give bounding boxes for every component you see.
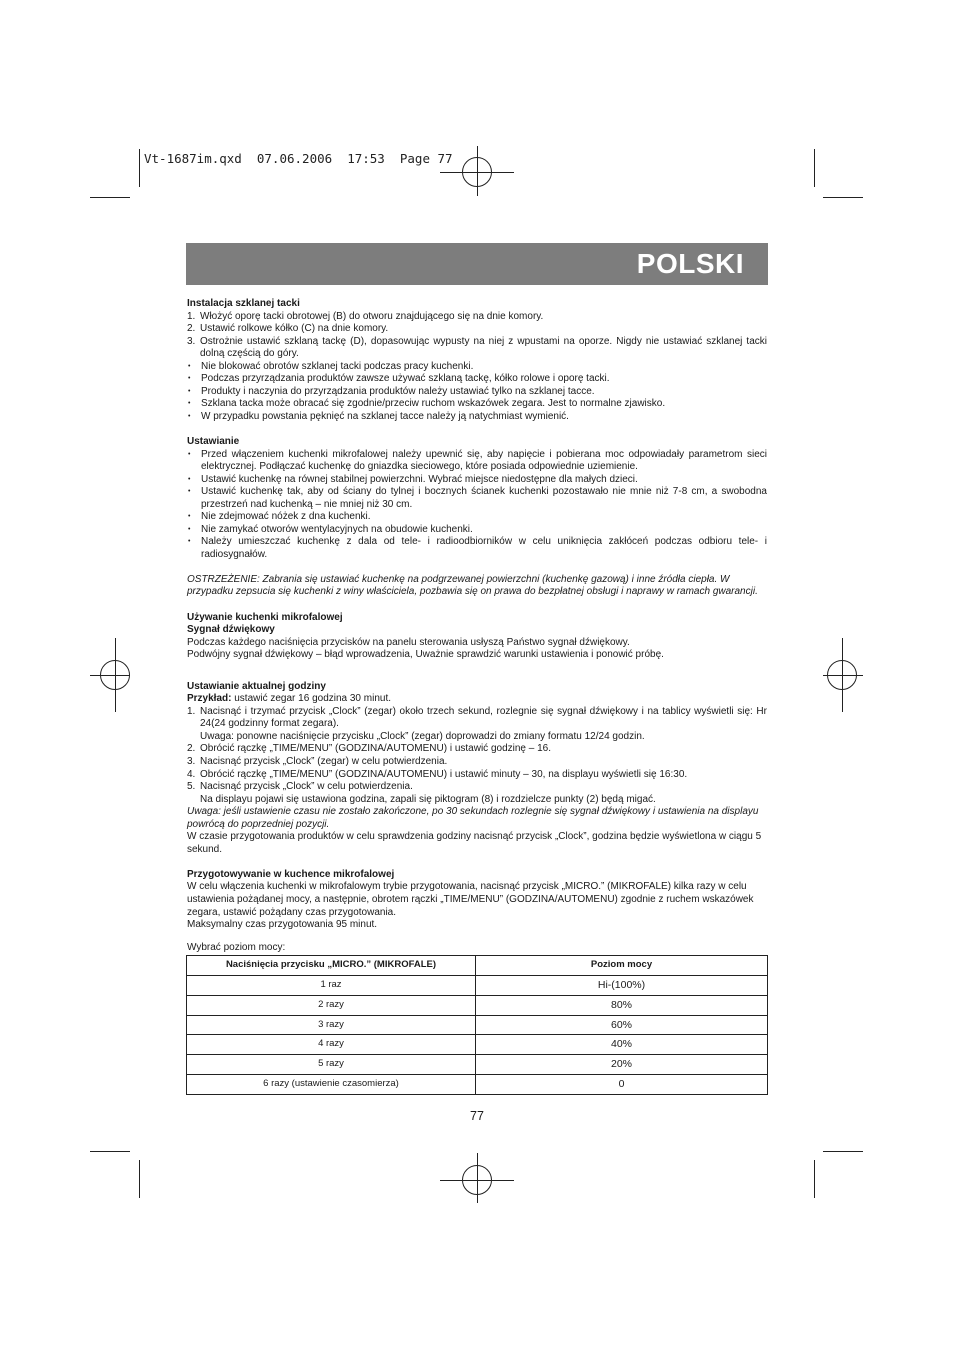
file-slug: Vt-1687im.qxd 07.06.2006 17:53 Page 77 — [144, 151, 453, 166]
registration-mark — [90, 675, 130, 676]
table-cell: 3 razy — [187, 1015, 476, 1035]
section-heading: Instalacja szklanej tacki — [187, 298, 300, 309]
table-cell: 20% — [476, 1055, 768, 1075]
list-item: • Nie zdejmować nóżek z dna kuchenki. — [187, 511, 767, 524]
list-item: 1. Nacisnąć i trzymać przycisk „Clock” (zegar) około trzech sekund, rozlegnie się sygnał dźwiękowy i na tablicy wyświetli się: Hr 24(24 godzinny format zegara). Uwaga: ponowne naciśnięcie przycisku „Clock” (zegar) doprowadzi do zmiany formatu 12/24 godzin. — [187, 705, 767, 742]
list-item: • Nie blokować obrotów szklanej tacki podczas pracy kuchenki. — [187, 361, 767, 374]
section-heading: Ustawianie aktualnej godziny — [187, 680, 326, 692]
crop-mark — [814, 1160, 815, 1198]
page-number: 77 — [470, 1109, 484, 1123]
power-level-table — [186, 955, 768, 1095]
list-item: 2. Ustawić rolkowe kółko (C) na dnie komory. — [187, 323, 389, 335]
table-cell: 5 razy — [187, 1055, 476, 1075]
table-row — [187, 995, 768, 1015]
list-item: • Szklana tacka może obracać się zgodnie/przeciw ruchom wskazówek zegara. Jest to normalne zjawisko. — [187, 398, 767, 411]
table-row — [187, 1074, 768, 1094]
section-heading: Przygotowywanie w kuchence mikrofalowej — [187, 868, 395, 880]
crop-mark — [139, 149, 140, 187]
list-item: • Podczas przyrządzania produktów zawsze używać szklaną tackę, kółko rolowe i oporę tacki. — [187, 373, 767, 386]
registration-mark — [477, 1153, 478, 1203]
crop-mark — [823, 197, 863, 198]
column-header: Naciśnięcia przycisku „MICRO.” (MIKROFALE) — [187, 956, 476, 976]
table-cell: 6 razy (ustawienie czasomierza) — [187, 1074, 476, 1094]
registration-mark — [115, 638, 116, 712]
warning-note: OSTRZEŻENIE: Zabrania się ustawiać kuchenkę na podgrzewanej powierzchni (kuchenkę gazową) i inne źródła ciepła. W przypadku zepsucia się kuchenki z winy właściciela, pozbawia się on prawa do bezpłatnej obsługi i naprawy w ramach gwarancji. — [187, 573, 758, 598]
crop-mark — [90, 1151, 130, 1152]
list-item: 1. Włożyć oporę tacki obrotowej (B) do otworu znajdującego się na dnie komory. — [187, 310, 544, 322]
paragraph: Maksymalny czas przygotowania 95 minut. — [187, 919, 378, 931]
paragraph: W celu włączenia kuchenki w mikrofalowym trybie przygotowania, nacisnąć przycisk „MICRO.” (MIKROFALE) kilka razy w celu ustawienia pożądanej mocy, a następnie, obrotem rączki „TIME/MENU” (GODZINA/AUTOMENU) zgodnie z ruchem wskazówek zegara, ustawić pożądany czas przygotowania. — [187, 881, 754, 918]
list-item: • Nie zamykać otworów wentylacyjnych na obudowie kuchenki. — [187, 524, 767, 537]
table-row — [187, 975, 768, 995]
italic-note: Uwaga: jeśli ustawienie czasu nie zostało zakończone, po 30 sekundach rozlegnie się sygnał dźwiękowy i ustawienia na displayu powrócą do poprzedniej pozycji. — [187, 806, 759, 830]
list-item: • Przed włączeniem kuchenki mikrofalowej należy upewnić się, aby napięcie i pobierana moc odpowiadały parametrom sieci elektrycznej. Podłączać kuchenkę do gniazdka sieciowego, które posiada odpowiednie uziemienie. — [187, 449, 767, 474]
table-cell: 80% — [476, 995, 768, 1015]
registration-mark — [842, 638, 843, 712]
subsection-heading: Sygnał dźwiękowy — [187, 624, 275, 636]
crop-mark — [814, 149, 815, 187]
list-item: • Ustawić kuchenkę na równej stabilnej powierzchni. Wybrać miejsce niedostępne dla małych dzieci. — [187, 474, 767, 487]
list-item: • Należy umieszczać kuchenkę z dala od tele- i radioodbiorników w celu uniknięcia zakłóceń podczas odbioru tele- i radiosygnałów. — [187, 536, 767, 561]
bullet-list — [187, 361, 767, 424]
list-item: • Produkty i naczynia do przyrządzania produktów należy ustawiać tylko na szklanej tacce. — [187, 386, 767, 399]
table-row — [187, 1035, 768, 1055]
registration-mark — [823, 675, 863, 676]
section-heading: Ustawianie — [187, 435, 240, 447]
list-item: 2. Obrócić rączkę „TIME/MENU” (GODZINA/AUTOMENU) i ustawić godzinę – 16. — [187, 743, 551, 755]
bullet-list — [187, 449, 767, 562]
list-item: • W przypadku powstania pęknięć na szklanej tacce należy ją natychmiast wymienić. — [187, 411, 767, 424]
list-item: 5. Nacisnąć przycisk „Clock” w celu potwierdzenia. Na displayu pojawi się ustawiona godzina, zapali się piktogram (8) i rozdzielcze punkty (2) będą migać. — [187, 781, 656, 805]
language-banner — [186, 243, 768, 285]
table-cell: 2 razy — [187, 995, 476, 1015]
numbered-list — [187, 706, 767, 806]
crop-mark — [823, 1151, 863, 1152]
paragraph: Podwójny sygnał dźwiękowy – błąd wprowadzenia, Uważnie sprawdzić warunki ustawienia i ponowić próbę. — [187, 649, 664, 661]
list-item: 3. Ostrożnie ustawić szklaną tackę (D), dopasowując wypusty na niej z wpustami na oporze. Nigdy nie ustawiać szklanej tacki dolną częścią do góry. — [187, 335, 767, 360]
list-item: • Ustawić kuchenkę tak, aby od ściany do tylnej i bocznych ścianek kuchenki pozostawało nie mnie niż 7-8 cm, a swobodna przestrzeń nad kuchenką – nie mniej niż 30 cm. — [187, 486, 767, 511]
table-cell: Hi-(100%) — [476, 975, 768, 995]
banner-title: POLSKI — [636, 248, 744, 279]
registration-mark — [477, 146, 478, 196]
example-line: Przykład: ustawić zegar 16 godzina 30 minut. — [187, 693, 392, 705]
table-cell: 4 razy — [187, 1035, 476, 1055]
list-item: 3. Nacisnąć przycisk „Clock” (zegar) w celu potwierdzenia. — [187, 756, 448, 767]
paragraph: W czasie przygotowania produktów w celu sprawdzenia godziny nacisnąć przycisk „Clock”, godzina będzie wyświetlona w ciągu 5 sekund. — [187, 831, 762, 855]
table-intro: Wybrać poziom mocy: — [187, 941, 286, 953]
section-heading: Używanie kuchenki mikrofalowej — [187, 611, 343, 623]
table-row — [187, 1055, 768, 1075]
table-cell: 1 raz — [187, 975, 476, 995]
table-row — [187, 1015, 768, 1035]
document-body — [187, 298, 767, 1095]
crop-mark — [139, 1160, 140, 1198]
table-header-row — [187, 956, 768, 976]
table-cell: 0 — [476, 1074, 768, 1094]
numbered-list — [187, 311, 767, 361]
table-cell: 60% — [476, 1015, 768, 1035]
column-header: Poziom mocy — [476, 956, 768, 976]
table-cell: 40% — [476, 1035, 768, 1055]
crop-mark — [90, 197, 130, 198]
paragraph: Podczas każdego naciśnięcia przycisków na panelu sterowania usłyszą Państwo sygnał dźwiękowy. — [187, 636, 630, 648]
list-item: 4. Obrócić rączkę „TIME/MENU” (GODZINA/AUTOMENU) i ustawić minuty – 30, na displayu wyświetli się 16:30. — [187, 768, 688, 780]
